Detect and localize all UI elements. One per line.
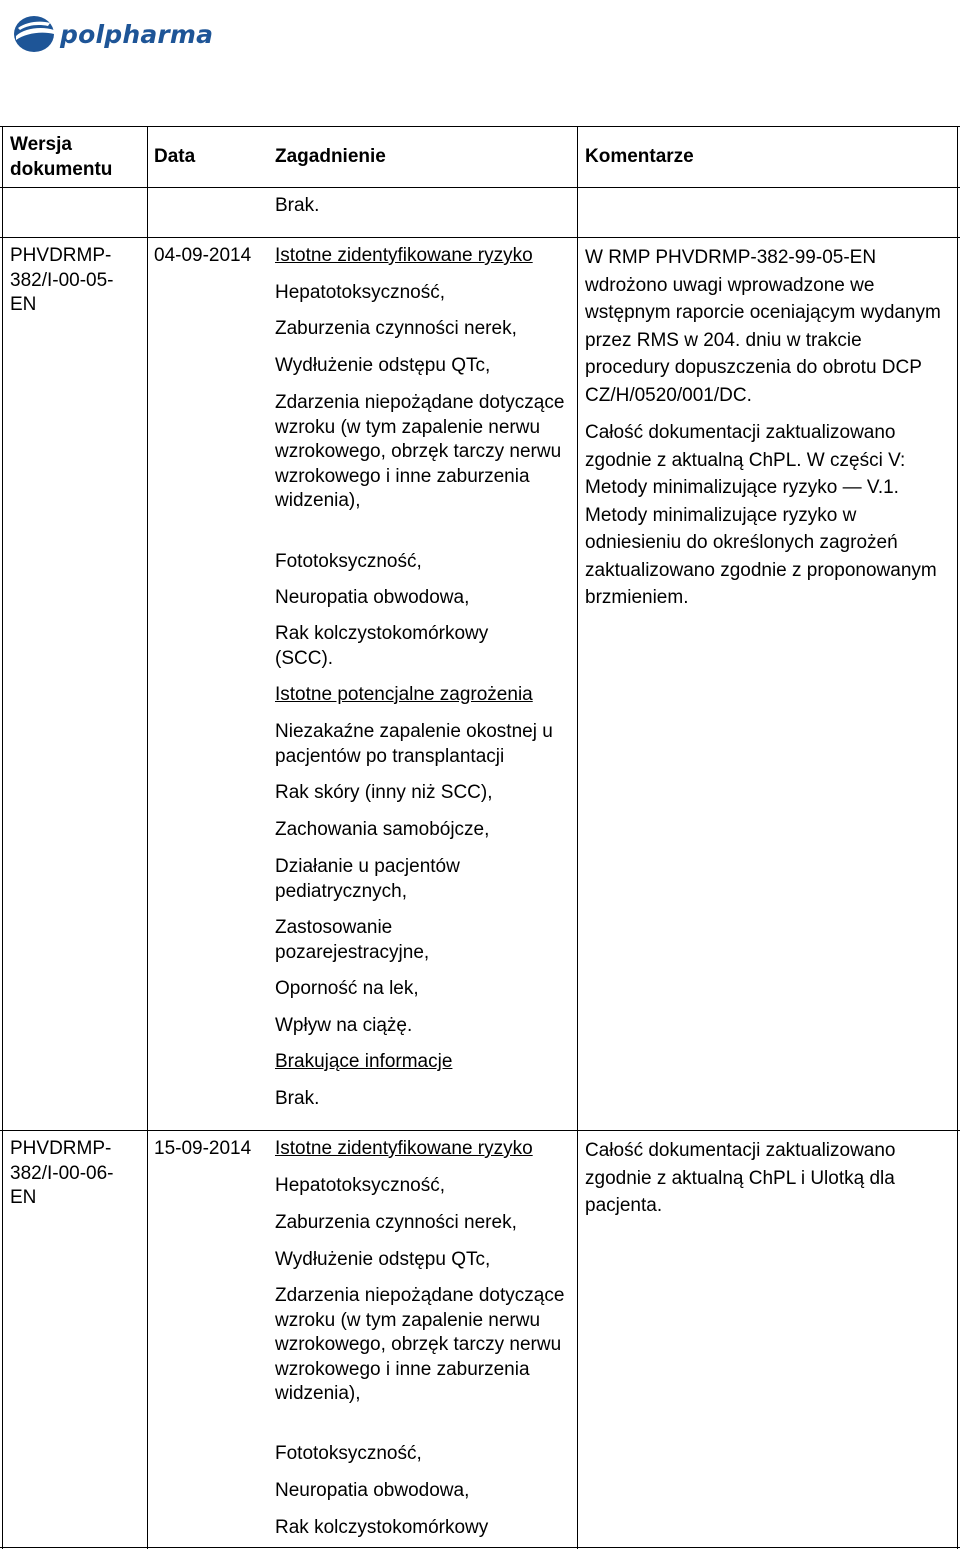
- row1-potential-item: Zastosowanie pozarejestracyjne,: [275, 917, 430, 963]
- row1-potential-item: Niezakaźne zapalenie okostnej u pacjentów po transplantacji: [275, 721, 553, 767]
- header-date: Data: [154, 146, 196, 167]
- row1-potential-item: Działanie u pacjentów pediatrycznych,: [275, 856, 460, 902]
- header-topics: Zagadnienie: [275, 146, 386, 167]
- column-divider: [577, 126, 578, 1549]
- document-version-table: [0, 126, 960, 1549]
- top-note: Brak.: [275, 195, 320, 216]
- row1-identified-item: Rak kolczystokomórkowy (SCC).: [275, 623, 489, 669]
- row2-comments: [585, 1137, 945, 1230]
- comment-paragraph: Całość dokumentacji zaktualizowano zgodnie z aktualną ChPL i Ulotką dla pacjenta.: [585, 1140, 896, 1216]
- row1-identified-item: Hepatotoksyczność,: [275, 282, 446, 303]
- row1-date: 04-09-2014: [154, 245, 252, 266]
- table-border: [0, 1547, 960, 1548]
- column-divider: [147, 126, 148, 1549]
- row2-identified-heading: Istotne zidentyfikowane ryzyko: [275, 1138, 533, 1159]
- row1-identified-item: Fototoksyczność,: [275, 551, 422, 572]
- header-comments: Komentarze: [585, 146, 694, 167]
- row2-identified-item: Rak kolczystokomórkowy: [275, 1517, 489, 1538]
- row2-date: 15-09-2014: [154, 1138, 252, 1159]
- header-version: Wersja dokumentu: [10, 134, 113, 180]
- row1-identified-item: Neuropatia obwodowa,: [275, 587, 470, 608]
- row1-potential-item: Zachowania samobójcze,: [275, 819, 490, 840]
- row2-identified-item: Zdarzenia niepożądane dotyczące wzroku (w tym zapalenie nerwu wzrokowego, obrzęk tarczy nerwu wzrokowego i inne zaburzenia widzenia),: [275, 1285, 565, 1404]
- row-divider: [0, 187, 960, 188]
- row1-potential-item: Rak skóry (inny niż SCC),: [275, 782, 493, 803]
- table-border: [0, 126, 960, 127]
- comment-paragraph: Całość dokumentacji zaktualizowano zgodnie z aktualną ChPL. W części V: Metody minimalizujące ryzyko — V.1. Metody minimalizujące ryzyko w odniesieniu do określonych zagrożeń zaktualizowano zgodnie z proponowanym brzmieniem.: [585, 422, 937, 608]
- row2-identified-item: Wydłużenie odstępu QTc,: [275, 1249, 491, 1270]
- row1-potential-heading: Istotne potencjalne zagrożenia: [275, 684, 533, 705]
- table-border: [2, 126, 3, 1549]
- row2-version: PHVDRMP-382/I-00-06-EN: [10, 1138, 114, 1208]
- brand-name: polpharma: [60, 19, 214, 49]
- row1-identified-item: Zdarzenia niepożądane dotyczące wzroku (w tym zapalenie nerwu wzrokowego, obrzęk tarczy nerwu wzrokowego i inne zaburzenia widzenia),: [275, 392, 565, 511]
- polpharma-logo: [12, 10, 213, 58]
- row1-version: PHVDRMP-382/I-00-05-EN: [10, 245, 114, 315]
- row1-missing-heading: Brakujące informacje: [275, 1051, 453, 1072]
- row2-identified-item: Hepatotoksyczność,: [275, 1175, 446, 1196]
- row2-identified-item: Fototoksyczność,: [275, 1443, 422, 1464]
- polpharma-logo-icon: [12, 14, 56, 54]
- row1-potential-item: Wpływ na ciążę.: [275, 1015, 413, 1036]
- comment-paragraph: W RMP PHVDRMP-382-99-05-EN wdrożono uwagi wprowadzone we wstępnym raporcie oceniającym wydanym przez RMS w 204. dniu w trakcie procedury dopuszczenia do obrotu DCP CZ/H/0520/001/DC.: [585, 247, 941, 406]
- table-border: [957, 126, 958, 1549]
- row1-identified-item: Wydłużenie odstępu QTc,: [275, 355, 491, 376]
- row-divider: [0, 1130, 960, 1131]
- row2-identified-item: Zaburzenia czynności nerek,: [275, 1212, 517, 1233]
- row1-identified-heading: Istotne zidentyfikowane ryzyko: [275, 245, 533, 266]
- row-divider: [0, 237, 960, 238]
- row1-comments: [585, 244, 945, 622]
- row1-identified-item: Zaburzenia czynności nerek,: [275, 318, 517, 339]
- row2-identified-item: Neuropatia obwodowa,: [275, 1480, 470, 1501]
- row1-missing-value: Brak.: [275, 1088, 320, 1109]
- row1-potential-item: Oporność na lek,: [275, 978, 419, 999]
